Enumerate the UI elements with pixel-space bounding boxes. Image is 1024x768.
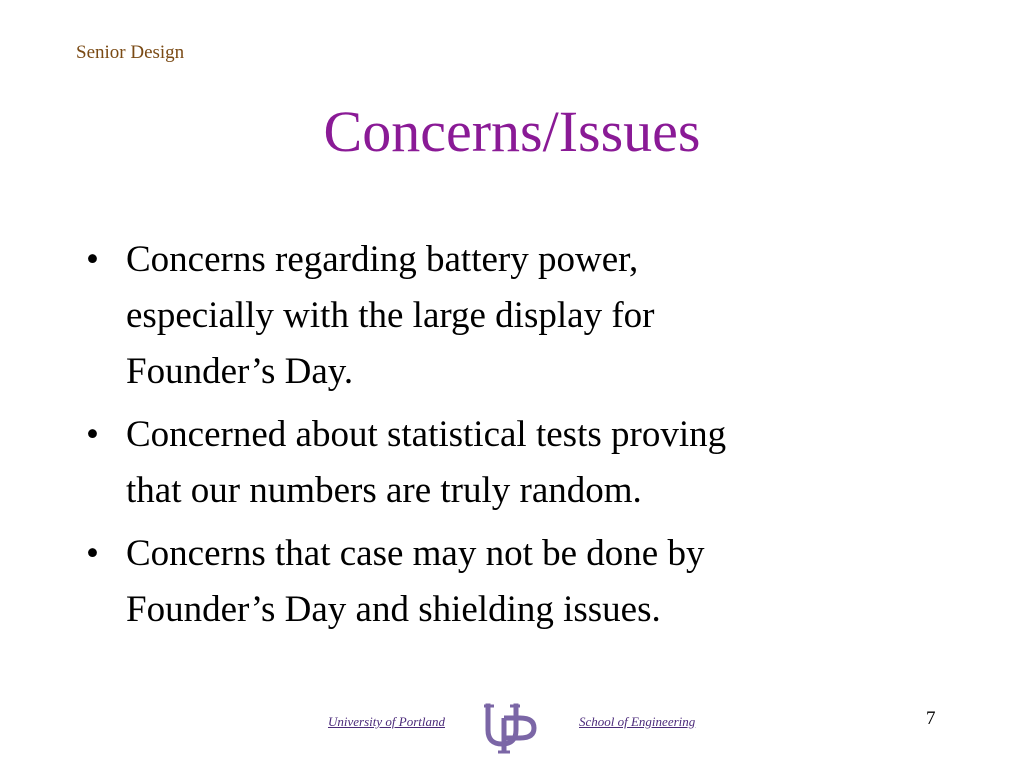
bullet-marker: •	[86, 533, 99, 574]
bullet-item	[86, 232, 916, 400]
bullet-list	[86, 232, 916, 645]
page-number: 7	[926, 708, 936, 729]
bullet-line: Founder’s Day.	[126, 351, 354, 392]
footer-university-link[interactable]: University of Portland	[328, 714, 445, 729]
bullet-marker: •	[86, 239, 99, 280]
footer-school-link[interactable]: School of Engineering	[579, 714, 696, 729]
bullet-item	[86, 526, 916, 638]
bullet-line: especially with the large display for	[126, 295, 655, 336]
slide-title: Concerns/Issues	[323, 99, 701, 164]
header-label: Senior Design	[76, 42, 185, 63]
bullet-line: Founder’s Day and shielding issues.	[126, 589, 661, 630]
bullet-line: that our numbers are truly random.	[126, 470, 642, 511]
university-logo-icon	[480, 700, 542, 754]
bullet-marker: •	[86, 414, 99, 455]
bullet-line: Concerns that case may not be done by	[126, 533, 705, 574]
bullet-line: Concerns regarding battery power,	[126, 239, 639, 280]
footer	[0, 698, 1024, 758]
bullet-item	[86, 407, 916, 519]
bullet-line: Concerned about statistical tests proving	[126, 414, 727, 455]
